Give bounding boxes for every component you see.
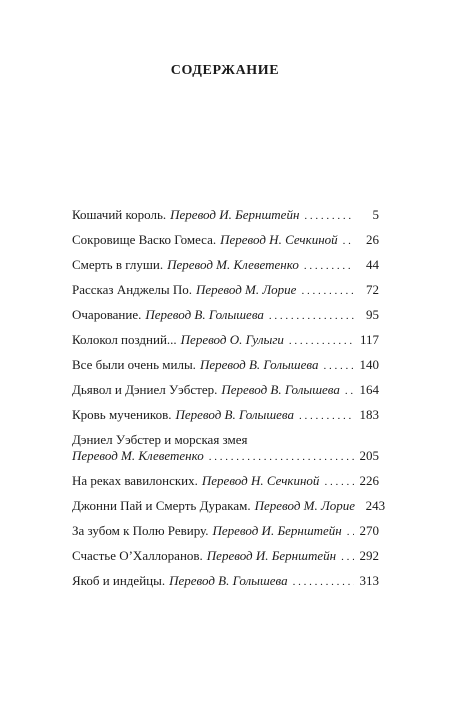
leader-dots: [304, 208, 354, 224]
toc-entry-title: Смерть в глуши.: [72, 257, 164, 272]
toc-entry: [72, 498, 386, 515]
leader-dots: [289, 333, 354, 349]
toc-entry: [72, 523, 379, 540]
toc-entry-translator: Перевод В. Голышева: [199, 357, 319, 372]
toc-entry-title: Кровь мучеников.: [72, 407, 172, 422]
leader-dots: [301, 283, 354, 299]
toc-entry-translator: Перевод В. Голышева: [169, 573, 288, 588]
leader-dots: [293, 574, 354, 590]
leader-dots: [209, 449, 354, 465]
toc-entry-title: Счастье О’Халлоранов.: [72, 548, 203, 563]
toc-entry: [72, 332, 379, 349]
toc-entry-page: 140: [359, 357, 379, 372]
toc-entry-page: 292: [359, 548, 379, 563]
toc-entry-title: Кошачий король.: [72, 207, 167, 222]
toc-entry-title: Рассказ Анджелы По.: [72, 282, 192, 297]
toc-entry-translator: Перевод И. Бернштейн: [170, 207, 300, 222]
toc-entry-translator: Перевод В. Голышева: [145, 307, 264, 322]
toc-entry-page: 243: [365, 498, 386, 513]
toc-entry: [72, 257, 379, 274]
toc-entry-title: Джонни Пай и Смерть Дуракам.: [72, 498, 251, 513]
toc-entry-translator: Перевод О. Гулыги: [180, 332, 284, 347]
toc-entry-translator: Перевод М. Лорие: [195, 282, 297, 297]
toc-entry-translator: Перевод М. Лорие: [254, 498, 356, 513]
toc-entry: [72, 207, 379, 224]
toc-entry-page: 117: [359, 332, 379, 347]
toc-entry-translator: Перевод Н. Сечкиной: [201, 473, 320, 488]
toc-entry-title: Дьявол и Дэниел Уэбстер.: [72, 382, 218, 397]
leader-dots: [299, 408, 354, 424]
toc-entry-title: Дэниел Уэбстер и морская змея: [72, 432, 248, 447]
toc-entry-page: 95: [366, 307, 379, 322]
toc-entry: [72, 307, 379, 324]
toc-entry-translator: Перевод Н. Сечкиной: [220, 232, 338, 247]
toc-entry-title: Очарование.: [72, 307, 142, 322]
toc-entry-page: 26: [366, 232, 379, 247]
toc-entry: [72, 407, 379, 424]
toc-entry-page: 226: [359, 473, 379, 488]
leader-dots: [347, 524, 354, 540]
leader-dots: [304, 258, 354, 274]
toc-entry-page: 205: [359, 448, 379, 463]
toc-entry-translator: Перевод М. Клеветенко: [167, 257, 299, 272]
toc-entry-page: 183: [359, 407, 379, 422]
toc-entry: [72, 382, 379, 399]
toc-entry-page: 313: [359, 573, 379, 588]
page-heading: СОДЕРЖАНИЕ: [170, 63, 280, 78]
leader-dots: [343, 233, 354, 249]
toc-entry-title: Колокол поздний...: [72, 332, 177, 347]
toc-entry-title: Все были очень милы.: [72, 357, 196, 372]
toc-entry-page: 270: [359, 523, 379, 538]
toc-entry-translator: Перевод В. Голышева: [221, 382, 340, 397]
toc-entry-title: Сокровище Васко Гомеса.: [72, 232, 217, 247]
toc-entry-title: Якоб и индейцы.: [72, 573, 166, 588]
toc-entry-page: 164: [359, 382, 379, 397]
leader-dots: [341, 549, 354, 565]
toc-entry: [72, 232, 379, 249]
toc-entry-title: На реках вавилонских.: [72, 473, 198, 488]
toc-entry-translator: Перевод В. Голышева: [175, 407, 294, 422]
toc-entry-translator: Перевод И. Бернштейн: [212, 523, 342, 538]
toc-entry-translator: Перевод М. Клеветенко: [72, 448, 204, 463]
toc-entry-page: 5: [372, 207, 379, 222]
toc-entry: [72, 432, 379, 465]
toc-entry-page: 72: [366, 282, 379, 297]
toc-entry: [72, 357, 379, 374]
toc-entry-page: 44: [366, 257, 379, 272]
toc-entry: [72, 548, 379, 565]
toc-entry: [72, 282, 379, 299]
leader-dots: [324, 474, 354, 490]
leader-dots: [345, 383, 354, 399]
toc-entry: [72, 573, 379, 590]
leader-dots: [323, 358, 354, 374]
toc-entry-translator: Перевод И. Бернштейн: [206, 548, 337, 563]
leader-dots: [269, 308, 354, 324]
table-of-contents: [72, 207, 386, 598]
toc-entry-title: За зубом к Полю Ревиру.: [72, 523, 209, 538]
toc-entry: [72, 473, 379, 490]
